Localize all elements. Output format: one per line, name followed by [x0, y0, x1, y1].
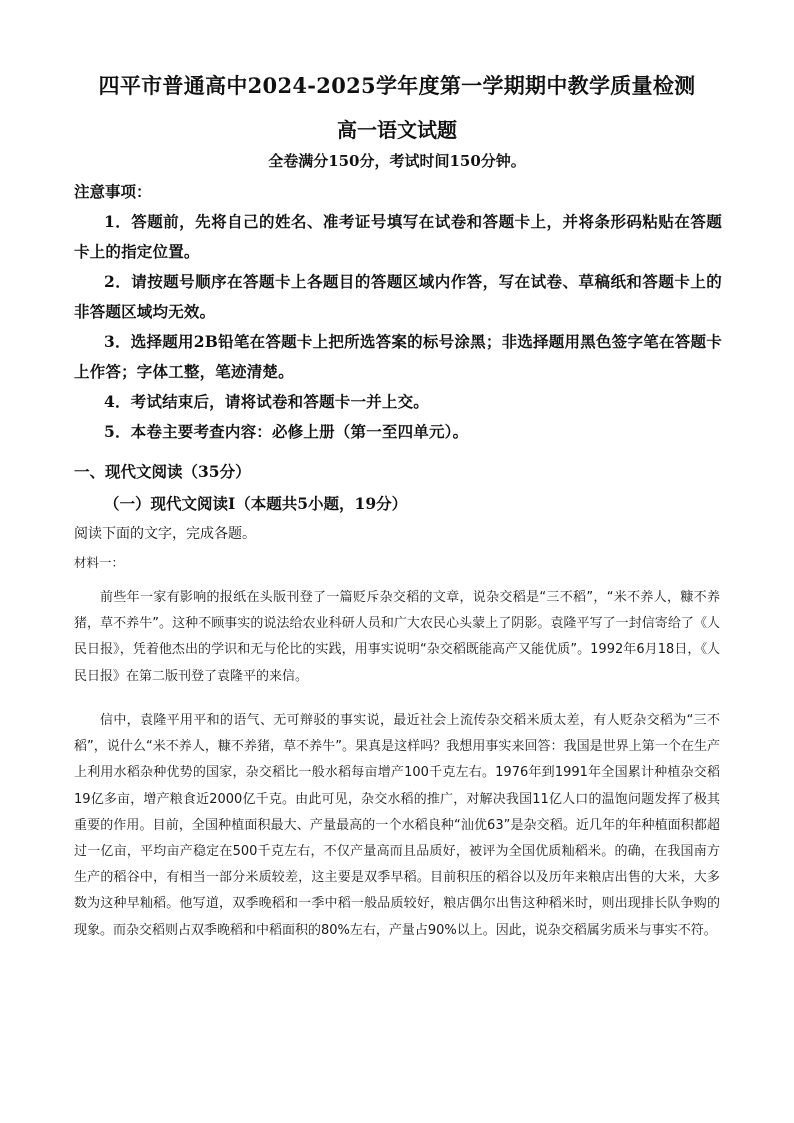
notice-item: 1．答题前，先将自己的姓名、准考证号填写在试卷和答题卡上，并将条形码粘贴在答题卡上的指定位置。 [74, 212, 722, 261]
notice-item: 3．选择题用2B铅笔在答题卡上把所选答案的标号涂黑；非选择题用黑色签字笔在答题卡上作答；字体工整，笔迹清楚。 [74, 332, 722, 381]
notice-item: 2．请按题号顺序在答题卡上各题目的答题区域内作答，写在试卷、草稿纸和答题卡上的非答题区域均无效。 [74, 272, 722, 321]
passage-paragraph: 前些年一家有影响的报纸在头版刊登了一篇贬斥杂交稻的文章，说杂交稻是“三不稻”，“米不养人，糠不养猪，草不养牛”。这种不顾事实的说法给农业科研人员和广大农民心头蒙上了阴影。袁隆平写了一封信寄给了《人民日报》，凭着他杰出的学识和无与伦比的实践，用事实说明“杂交稻既能高产又能优质”。1992年6月18日，《人民日报》在第二版刊登了袁隆平的来信。 [74, 590, 720, 684]
notice-heading: 注意事项： [74, 182, 152, 201]
subsection-title: （一）现代文阅读Ⅰ（本题共5小题，19分） [104, 494, 408, 513]
section-title: 一、现代文阅读（35分） [74, 462, 251, 481]
notice-item: 5．本卷主要考查内容：必修上册（第一至四单元）。 [104, 422, 469, 441]
notice-item: 4．考试结束后，请将试卷和答题卡一并上交。 [104, 392, 429, 411]
material-label: 材料一： [74, 555, 125, 570]
passage-paragraph: 信中，袁隆平用平和的语气、无可辩驳的事实说，最近社会上流传杂交稻米质太差，有人贬杂交稻为“三不稻”，说什么“米不养人，糠不养猪，草不养牛”。果真是这样吗？我想用事实来回答：我国是世界上第一个在生产上利用水稻杂种优势的国家，杂交稻比一般水稻每亩增产100千克左右。1976年到1991年全国累计种植杂交稻19亿多亩，增产粮食近2000亿千克。由此可见，杂交水稻的推广，对解决我国11亿人口的温饱问题发挥了极其重要的作用。目前，全国种植面积最大、产量最高的一个水稻良种“汕优63”是杂交稻。近几年的年种植面积都超过一亿亩，平均亩产稳定在500千克左右，不仅产量高而且品质好，被评为全国优质籼稻米。的确，在我国南方生产的稻谷中，有相当一部分米质较差，这主要是双季早稻。目前积压的稻谷以及历年来粮店出售的大米，大多数为这种早籼稻。他写道，双季晚稻和一季中稻一般品质较好，粮店偶尔出售这种稻米时，则出现排长队争购的现象。而杂交稻则占双季晚稻和中稻面积的80%左右，产量占90%以上。因此，说杂交稻属劣质米与事实不符。 [74, 713, 720, 938]
exam-subtitle: 高一语文试题 [337, 118, 457, 142]
exam-info: 全卷满分150分，考试时间150分钟。 [268, 152, 526, 170]
notice-list [74, 207, 722, 447]
reading-instruction: 阅读下面的文字，完成各题。 [74, 526, 256, 542]
exam-title: 四平市普通高中2024-2025学年度第一学期期中教学质量检测 [98, 73, 696, 98]
